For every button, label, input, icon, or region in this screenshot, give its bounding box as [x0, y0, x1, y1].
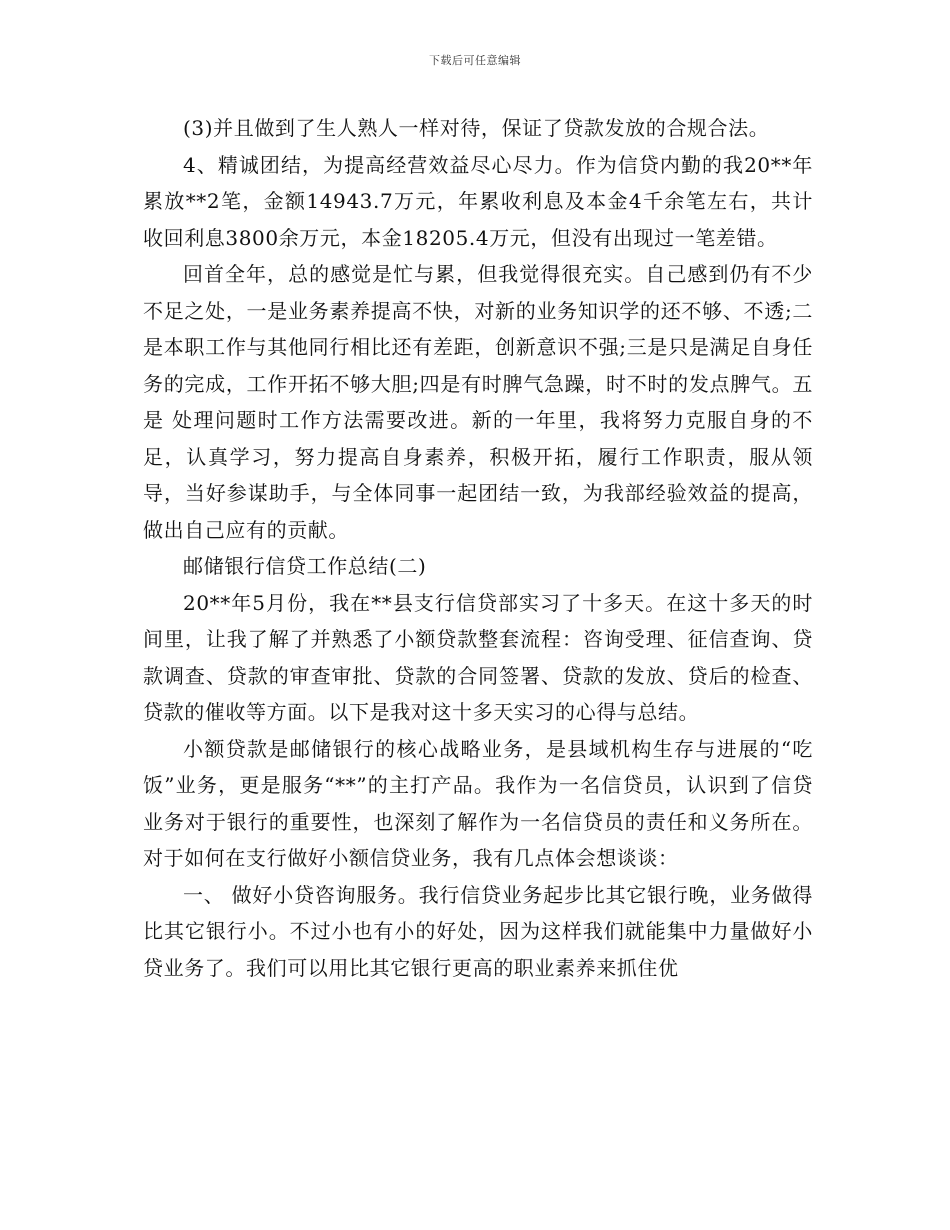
paragraph-3: 回首全年，总的感觉是忙与累，但我觉得很充实。自己感到仍有不少不足之处，一是业务素养提高不快，对新的业务知识学的还不够、不透;二是本职工作与其他同行相比还有差距，创新意识不强;三是只是满足自身任务的完成，工作开拓不够大胆;四是有时脾气急躁，时不时的发点脾气。五是 处理问题时工作方法需要改进。新的一年里，我将努力克服自身的不足，认真学习，努力提高自身素养，积极开拓，履行工作职责，服从领导，当好参谋助手，与全体同事一起团结一致，为我部经验效益的提高，做出自己应有的贡献。	[143, 262, 813, 542]
paragraph-2: 4、精诚团结，为提高经营效益尽心尽力。作为信贷内勤的我20**年累放**2笔，金额14943.7万元，年累收利息及本金4千余笔左右，共计收回利息3800余万元，本金18205.4万元，但没有出现过一笔差错。	[143, 152, 813, 250]
paragraph-5: 小额贷款是邮储银行的核心战略业务，是县域机构生存与进展的“吃饭”业务，更是服务“**”的主打产品。我作为一名信贷员，认识到了信贷业务对于银行的重要性，也深刻了解作为一名信贷员的责任和义务所在。对于如何在支行做好小额信贷业务，我有几点体会想谈谈：	[143, 736, 813, 870]
paragraph-4: 20**年5月份，我在**县支行信贷部实习了十多天。在这十多天的时间里，让我了解了并熟悉了小额贷款整套流程：咨询受理、征信查询、贷款调查、贷款的审查审批、贷款的合同签署、贷款的发放、贷后的检查、贷款的催收等方面。以下是我对这十多天实习的心得与总结。	[143, 590, 813, 724]
paragraph-1: (3)并且做到了生人熟人一样对待，保证了贷款发放的合规合法。	[183, 116, 770, 140]
section-heading: 邮储银行信贷工作总结(二)	[183, 554, 427, 578]
document-body	[143, 110, 813, 986]
paragraph-6: 一、 做好小贷咨询服务。我行信贷业务起步比其它银行晚，业务做得比其它银行小。不过小也有小的好处，因为这样我们就能集中力量做好小贷业务了。我们可以用比其它银行更高的职业素养来抓住优	[143, 882, 813, 980]
page-header: 下载后可任意编辑	[429, 54, 521, 67]
